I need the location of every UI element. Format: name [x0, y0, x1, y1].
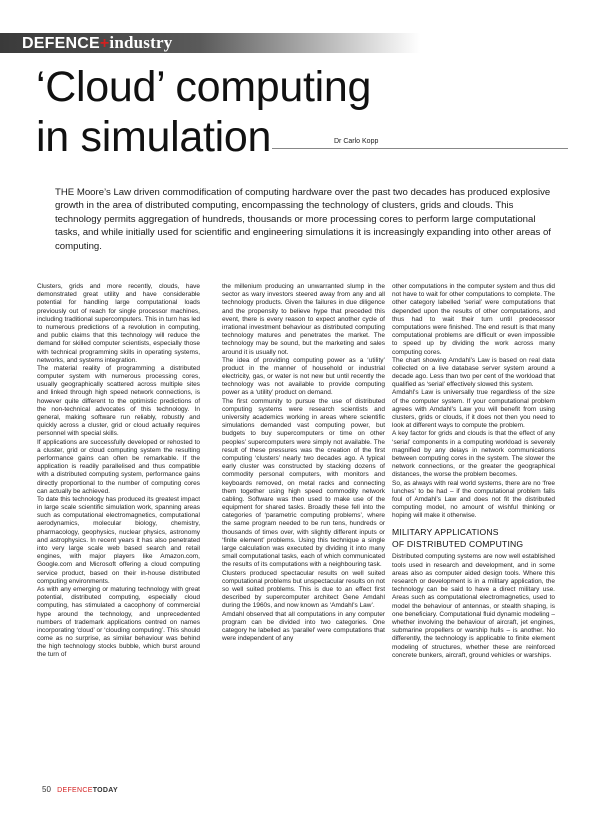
section-brand: [22, 34, 172, 52]
paragraph: Clusters produced spectacular results on well suited computational problems but unspectacular results on not so well suited problems. This is due to an effect first described by supercomputer architect Gene Amdahl during the 1960s, and now known as ‘Amdahl’s Law’.: [222, 569, 385, 610]
byline-rule: [272, 148, 568, 149]
article-column-2: [222, 283, 385, 643]
paragraph: Amdahl observed that all computations in any computer program can be divided into two categories. One category he labelled as ‘parallel’ were computations that were independent of any: [222, 610, 385, 643]
paragraph: If applications are successfully developed or rehosted to a cluster, grid or cloud computing system the resulting performance gains can often be remarkable. If the application is readily parallelised and thus compatible with a distributed computing system, performance gains directly proportional to the number of computing cores can actually be achieved.: [37, 438, 200, 495]
magazine-name-part-2: TODAY: [92, 787, 118, 794]
paragraph: Distributed computing systems are now well established tools used in research and development, and in some areas also as computer aided design tools. Where this research or development is in a military application, the technology can be said to have a direct military use. Areas such as computational electromagnetics, used to model the behaviour of antennas, or stealth shaping, is one beneficiary. Computational fluid dynamic modeling – whether involving the behaviour of aircraft, jet engines, submarine propellers or warship hulls – is another. No differently, the technology is applicable to finite element modeling of structures, whether these are reinforced concrete bunkers, aircraft, ground vehicles or warships.: [392, 553, 555, 659]
paragraph: Amdahl’s Law is universally true regardless of the size of the computer system. If your computational problem agrees with Amdahl’s Law you will benefit from using clusters, grids or clouds, if it does not then you need to look at different ways to compute the problem.: [392, 389, 555, 430]
paragraph: The material reality of programming a distributed computer system with numerous processing cores, usually geographically scattered across multiple sites and linked through high speed network connections, is however quite different to the optimistic predictions of the non-technical advocates of this technology. In general, making software run reliably, robustly and quickly across a cluster, grid or cloud actually requires personnel with special skills.: [37, 364, 200, 438]
paragraph: the millenium producing an unwarranted slump in the sector as wary investors steered away from any and all technology products. Given the failures in due diligence and the propensity to believe hype that preceded this event, there is every reason to expect another cycle of irrational investment behaviour as distributed computing technology matures and penetrates the market. The technology may be sound, but the marketing and sales around it is usually not.: [222, 283, 385, 356]
paragraph: The idea of providing computing power as a ‘utility’ product in the manner of household or industrial electricity, gas, or water is not new but until recently the technology was not available to provide computing power as a ‘utility’ product on demand.: [222, 356, 385, 397]
subheading-line-1: MILITARY APPLICATIONS: [392, 527, 499, 538]
paragraph: other computations in the computer system and thus did not have to wait for other computations to complete. The other category labelled ‘serial’ were computations that depended upon the results of other computations, and thus had to wait their turn until predecessor computations were finished. The end result is that many computational problems are difficult or even impossible to speed up by dividing the work across many computing cores.: [392, 283, 555, 356]
article-title: [36, 62, 556, 162]
article-column-3: [392, 283, 555, 660]
title-line-1: ‘Cloud’ computing: [36, 63, 372, 111]
page-number: 50: [42, 785, 51, 794]
paragraph: The first community to pursue the use of distributed computing systems were research scientists and university academics working in areas where scientific simulations demanded vast computing power, but budgets to buy supercomputers or time on other peoples’ supercomputers were simply not available. The result of these pressures was the creation of the first computing ‘clusters’ nearly two decades ago. A typical early cluster was constructed by stacking dozens of commodity personal computers, with monitors and keyboards removed, on metal racks and connecting them together using high speed commodity network cabling. Software was then used to make use of the equipment for shared tasks. Broadly these fell into the categories of ‘parametric computing problems’, where the same program needed to be run tens, hundreds or thousands of times over, with slightly different inputs or ‘finite element’ problems. Using this technique a single large calculation was executed by dividing it into many small computational tasks, each of which communicated the results of its computations with a neighbouring task.: [222, 397, 385, 569]
standfirst: THE Moore’s Law driven commodification of computing hardware over the past two decades has produced explosive growth in the area of distributed computing, encompassing the technology of clusters, grids and clouds. This technology permits aggregation of hundreds, thousands or more processing cores to perform large computational tasks, and while initially used for scientific and engineering simulations it is increasingly expanding into other areas of computing.: [55, 187, 551, 252]
byline: Dr Carlo Kopp: [334, 138, 379, 145]
paragraph: Clusters, grids and more recently, clouds, have demonstrated great utility and have considerable potential for handling large computational loads previously out of reach for single processor machines, including traditional supercomputers. This in turn has led to numerous predictions of a revolution in computing, and public claims that this technology will reduce the demand for skilled computer scientists, especially those with technical programming skills in operating systems, networks, and systems integration.: [37, 283, 200, 364]
paragraph: The chart showing Amdahl’s Law is based on real data collected on a live database server system around a decade ago. Less than two per cent of the workload that qualified as ‘serial’ effectively slowed this system.: [392, 356, 555, 389]
article-column-1: [37, 283, 200, 660]
brand-plus: +: [99, 35, 110, 52]
brand-defence: DEFENCE: [22, 35, 100, 52]
title-line-2: in simulation: [36, 113, 272, 161]
page-footer: [42, 785, 118, 794]
paragraph: As with any emerging or maturing technology with great potential, distributed computing, especially cloud computing, has stimulated a cacophony of commercial hype around the technology, and unprecedented numbers of trademark applications centred on names incorporating ‘cloud’ or ‘clouding computing’. This should come as no surprise, as similar behaviour was behind the high technology stocks bubble, which burst around the turn of: [37, 585, 200, 659]
paragraph: So, as always with real world systems, there are no ‘free lunches’ to be had – if the computational problem falls foul of Amdahl’s Law and does not fit the distributed computing model, no amount of wishful thinking or hoping will make it otherwise.: [392, 479, 555, 520]
brand-industry: industry: [109, 33, 173, 52]
paragraph: A key factor for grids and clouds is that the effect of any ‘serial’ components in a computing workload is severely magnified by any delays in network communications between computing cores in the system. The slower the network connections, or the greater the geographical distances, the worse the problem becomes.: [392, 430, 555, 479]
magazine-name-part-1: DEFENCE: [57, 787, 93, 794]
paragraph: To date this technology has produced its greatest impact in large scale scientific simulation work, spanning areas such as computational electromagnetics, computational aerodynamics, molecular biology, chemistry, pharmacology, geophysics, nuclear physics, astronomy and astrophysics. In recent years it has also penetrated into very large scale web based search and retail engines, with major players like Amazon.com, Google.com and Microsoft offering a cloud computing service product, based on their in-house distributed computing environments.: [37, 495, 200, 585]
subheading: [392, 526, 555, 550]
subheading-line-2: OF DISTRIBUTED COMPUTING: [392, 539, 524, 550]
